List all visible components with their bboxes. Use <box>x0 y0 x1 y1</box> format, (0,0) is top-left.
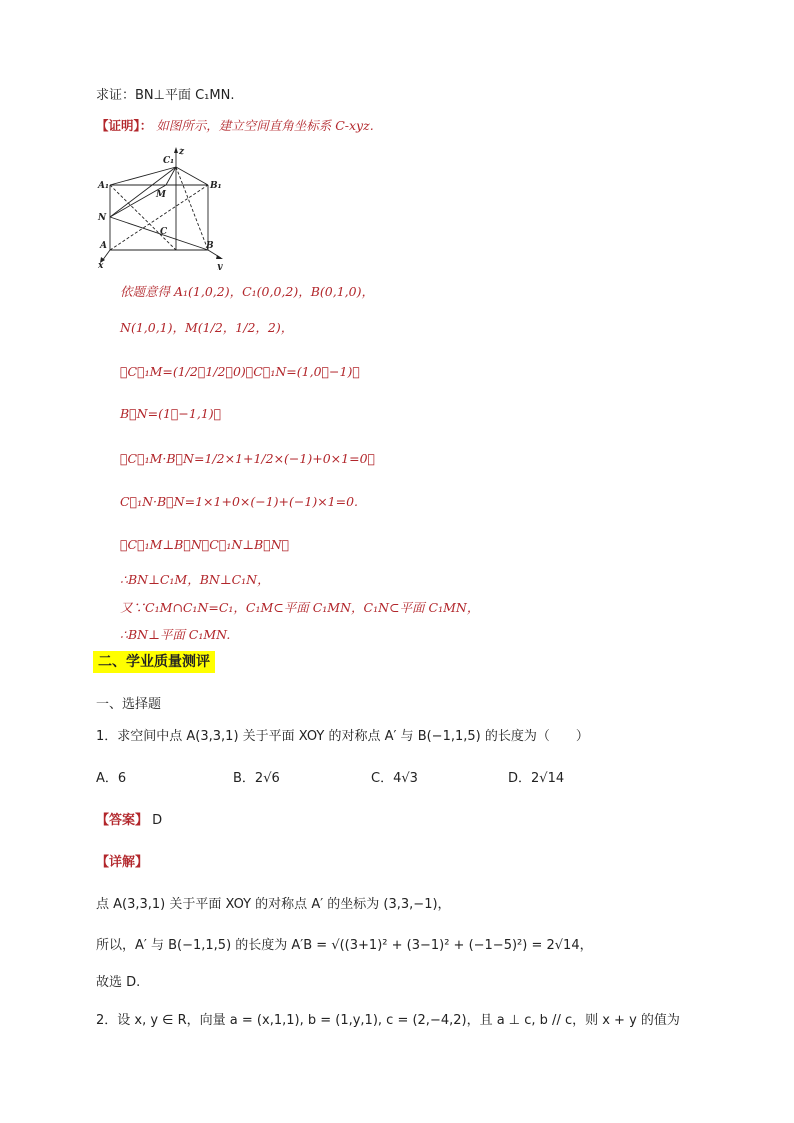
q1-option-a: A．6 <box>96 771 127 786</box>
label-c: C <box>160 227 168 237</box>
proof-line-1: 依题意得 A₁(1,0,2)，C₁(0,0,2)，B(0,1,0)， <box>120 284 374 299</box>
proof-line-8: ∴BN⊥C₁M，BN⊥C₁N， <box>120 572 270 587</box>
label-n: N <box>98 213 107 223</box>
proof-line-6: C⃗₁N·B⃗N=1×1+0×(−1)+(−1)×1=0. <box>120 494 359 509</box>
proof-line-5: ∴C⃗₁M·B⃗N=1/2×1+1/2×(−1)+0×1=0， <box>120 451 376 466</box>
q1-answer-row <box>96 809 162 828</box>
q2-stem: 2．设 x, y ∈ R，向量 a = (x,1,1), b = (1,y,1), c = (2,−4,2)，且 a ⊥ c, b // c，则 x + y 的值为 <box>96 1013 680 1028</box>
prove-statement: 求证：BN⊥平面 C₁MN. <box>96 88 235 103</box>
proof-line-9: 又∵C₁M∩C₁N=C₁，C₁M⊂平面 C₁MN，C₁N⊂平面 C₁MN， <box>120 600 480 615</box>
label-a: A <box>100 241 107 251</box>
section-title: 二、学业质量测评 <box>93 651 215 673</box>
answer-value: D <box>152 813 163 828</box>
label-y: y <box>217 262 223 270</box>
answer-label: 【答案】 <box>96 813 149 828</box>
q1-detail-3: 故选 D. <box>96 975 141 990</box>
subsection-title: 一、选择题 <box>96 697 162 712</box>
prism-figure <box>96 145 226 270</box>
detail-label: 【详解】 <box>96 855 149 870</box>
label-x: x <box>98 261 104 270</box>
q1-detail-2: 所以，A′ 与 B(−1,1,5) 的长度为 A′B = √((3+1)² + (3−1)² + (−1−5)²) = 2√14， <box>96 938 593 953</box>
q1-stem: 1．求空间中点 A(3,3,1) 关于平面 XOY 的对称点 A′ 与 B(−1,1,5) 的长度为（ ） <box>96 729 589 744</box>
proof-intro: 如图所示，建立空间直角坐标系 C-xyz. <box>156 118 374 133</box>
q1-detail-1: 点 A(3,3,1) 关于平面 XOY 的对称点 A′ 的坐标为 (3,3,−1)， <box>96 897 451 912</box>
label-b: B <box>206 241 214 251</box>
proof-line-10: ∴BN⊥平面 C₁MN. <box>120 627 231 642</box>
label-c1: C₁ <box>163 156 175 166</box>
proof-line-2: N(1,0,1)，M(1/2，1/2，2)， <box>120 320 294 335</box>
q1-option-b: B．2√6 <box>233 771 280 786</box>
proof-line-4: B⃗N=(1，−1,1)， <box>120 406 222 421</box>
proof-label: 【证明】： <box>96 118 153 133</box>
q1-option-c: C．4√3 <box>371 771 418 786</box>
label-z: z <box>179 147 185 157</box>
proof-line-3: ∴C⃗₁M=(1/2，1/2，0)，C⃗₁N=(1,0，−1)， <box>120 364 360 379</box>
label-m: M <box>156 190 166 200</box>
proof-header <box>96 116 374 134</box>
q1-option-d: D．2√14 <box>508 771 565 786</box>
proof-line-7: ∴C⃗₁M⊥B⃗N，C⃗₁N⊥B⃗N， <box>120 537 290 552</box>
label-b1: B₁ <box>210 181 222 191</box>
label-a1: A₁ <box>98 181 109 191</box>
